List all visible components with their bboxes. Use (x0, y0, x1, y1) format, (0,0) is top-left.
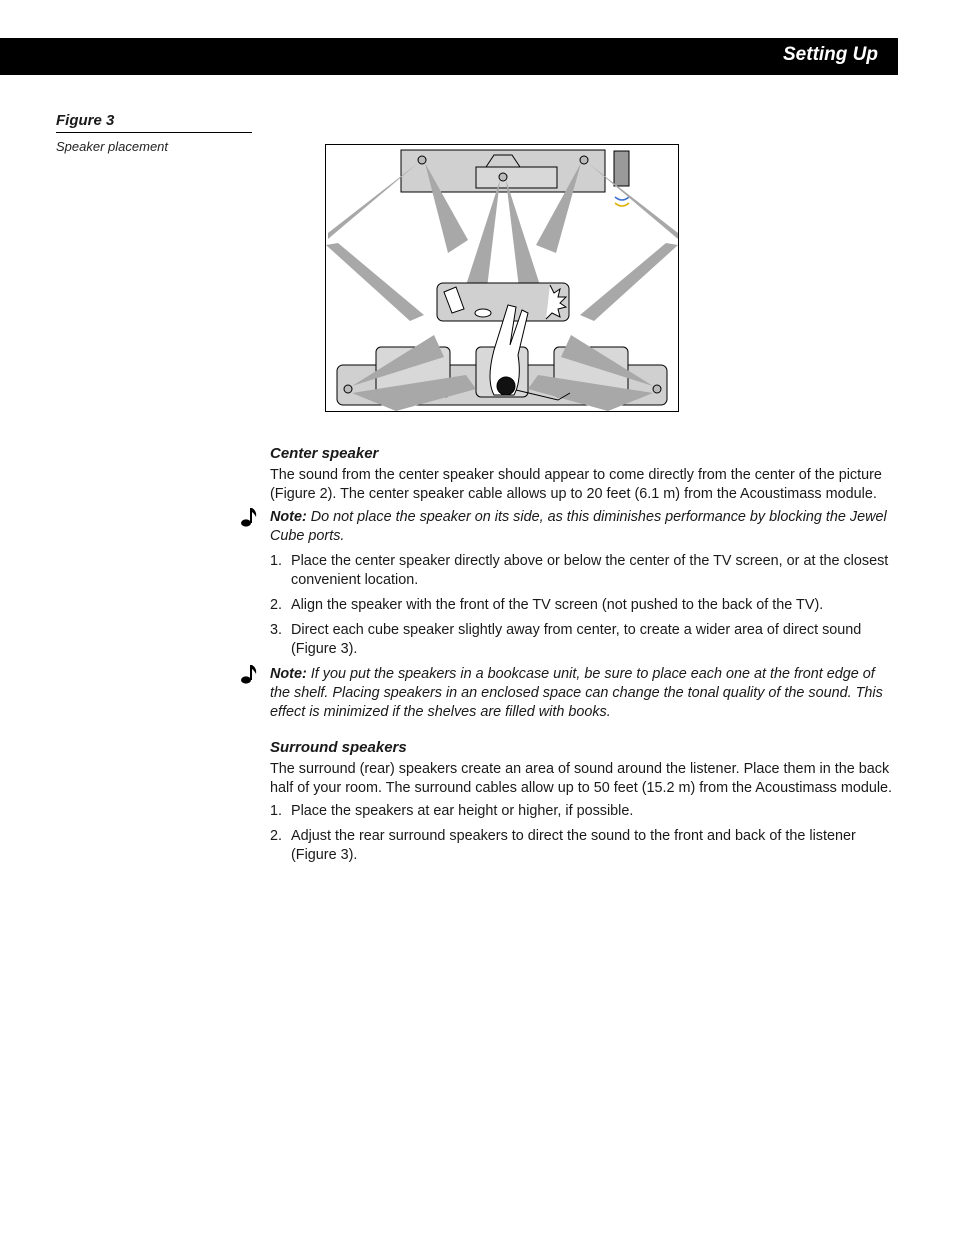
step-number: 1. (270, 553, 283, 569)
step-text: Direct each cube speaker slightly away from center, to create a wider area of direct sound (Figure 3). (291, 622, 862, 657)
center-speaker-steps (270, 552, 898, 659)
music-note-icon (240, 663, 258, 685)
note-label: Note: (270, 666, 307, 682)
note-text: If you put the speakers in a bookcase unit, be sure to place each one at the front edge of the shelf. Placing speakers in an enclosed space can change the tonal quality of the sound. This effect is minimized if the shelves are filled with books. (270, 666, 883, 720)
front-right-speaker (580, 156, 588, 164)
speaker-placement-diagram (325, 144, 679, 412)
figure-label: Figure 3 (56, 112, 252, 133)
center-speaker-shelf (476, 167, 557, 188)
step-text: Place the speakers at ear height or higher, if possible. (291, 803, 634, 819)
surround-speakers-intro: The surround (rear) speakers create an area of sound around the listener. Place them in the back half of your room. The surround cables allow up to 50 feet (15.2 m) from the Acoustimass module. (270, 761, 893, 796)
note (270, 665, 898, 722)
step-text: Adjust the rear surround speakers to direct the sound to the front and back of the listener (Figure 3). (291, 828, 856, 863)
figure-caption: Speaker placement (56, 139, 169, 154)
note-label: Note: (270, 509, 307, 525)
page-section-title: Setting Up (783, 44, 878, 65)
list-item (270, 552, 898, 590)
sound-beam (588, 163, 678, 239)
center-speaker-heading: Center speaker (270, 445, 379, 462)
page-header-bar (0, 38, 898, 75)
step-number: 3. (270, 622, 283, 638)
step-text: Align the speaker with the front of the TV screen (not pushed to the back of the TV). (291, 597, 824, 613)
step-number: 2. (270, 597, 283, 613)
front-left-speaker (418, 156, 426, 164)
list-item (270, 621, 898, 659)
spacer (270, 728, 898, 738)
rear-right-speaker (653, 385, 661, 393)
note-text: Do not place the speaker on its side, as this diminishes performance by blocking the Jewel Cube ports. (270, 509, 887, 544)
list-item (270, 596, 898, 615)
remote-control (475, 309, 491, 317)
center-speaker-intro: The sound from the center speaker should appear to come directly from the center of the picture (Figure 2). The center speaker cable allows up to 20 feet (6.1 m) from the Acoustimass module. (270, 467, 882, 502)
sound-beam (328, 163, 418, 239)
step-number: 2. (270, 828, 283, 844)
wireless-wave-icon (615, 197, 629, 200)
sound-beam (326, 243, 424, 321)
step-number: 1. (270, 803, 283, 819)
surround-speakers-steps (270, 802, 898, 865)
music-note-icon (240, 506, 258, 528)
list-item (270, 802, 898, 821)
sound-beam (580, 243, 678, 321)
speaker-placement-illustration (326, 145, 678, 411)
instructions-content (270, 444, 898, 871)
note (270, 508, 898, 546)
listener-head (497, 377, 515, 395)
acoustimass-module (614, 151, 629, 186)
step-text: Place the center speaker directly above or below the center of the TV screen, or at the closest convenient location. (291, 553, 889, 588)
list-item (270, 827, 898, 865)
wireless-wave-icon-2 (615, 203, 629, 206)
rear-left-speaker (344, 385, 352, 393)
center-speaker (499, 173, 507, 181)
surround-speakers-heading: Surround speakers (270, 739, 407, 756)
